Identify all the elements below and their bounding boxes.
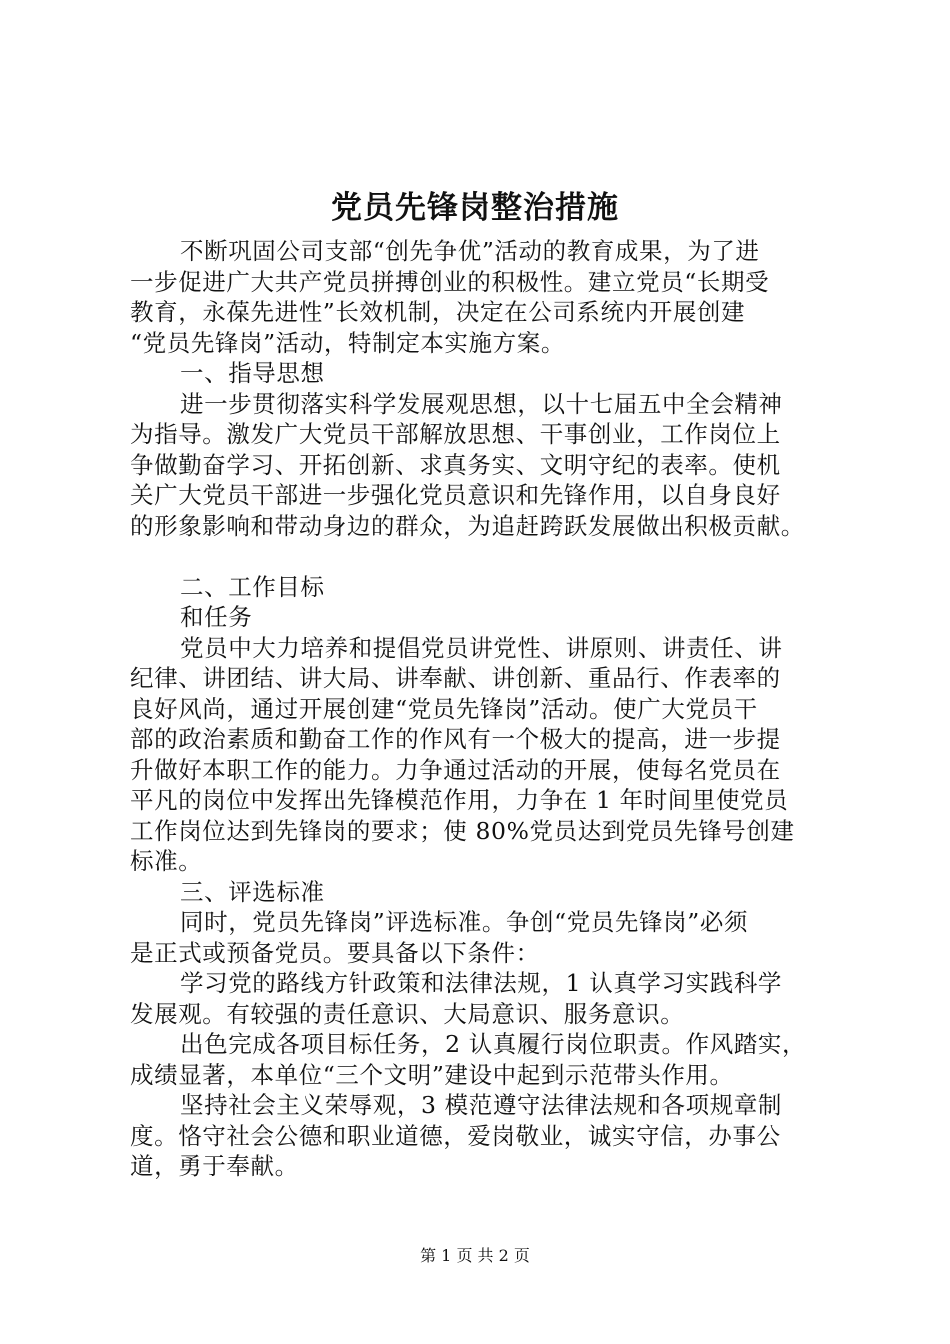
text-line: 争做勤奋学习、开拓创新、求真务实、文明守纪的表率。使机 xyxy=(130,450,781,479)
text-line: 平凡的岗位中发挥出先锋模范作用，力争在 1 年时间里使党员 xyxy=(130,786,789,814)
text-line: 关广大党员干部进一步强化党员意识和先锋作用，以自身良好 xyxy=(130,481,781,509)
text-line: 发展观。有较强的责任意识、大局意识、服务意识。 xyxy=(130,999,685,1028)
text-line: 度。恪守社会公德和职业道德，爱岗敬业，诚实守信，办事公 xyxy=(130,1121,781,1150)
text-line: 标准。 xyxy=(130,847,203,875)
text-line: “党员先锋岗”活动，特制定本实施方案。 xyxy=(130,328,565,357)
document-body xyxy=(130,236,838,1182)
text-line: 一步促进广大共产党员拼搏创业的积极性。建立党员“长期受 xyxy=(130,267,770,296)
text-line: 良好风尚，通过开展创建“党员先锋岗”活动。使广大党员干 xyxy=(130,694,758,723)
text-line: 一、指导思想 xyxy=(180,359,325,387)
blank-line xyxy=(130,541,838,572)
text-line: 成绩显著，本单位“三个文明”建设中起到示范带头作用。 xyxy=(130,1060,734,1089)
text-line: 学习党的路线方针政策和法律法规，1 认真学习实践科学 xyxy=(180,969,783,997)
text-line: 的形象影响和带动身边的群众，为追赶跨跃发展做出积极贡献。 xyxy=(130,511,805,540)
text-line: 和任务 xyxy=(180,603,253,631)
text-line: 工作岗位达到先锋岗的要求；使 80%党员达到党员先锋号创建 xyxy=(130,816,795,845)
page-footer: 第 1 页 共 2 页 xyxy=(420,1246,530,1265)
text-line: 部的政治素质和勤奋工作的作风有一个极大的提高，进一步提 xyxy=(130,725,781,753)
document-title: 党员先锋岗整治措施 xyxy=(331,190,619,226)
text-line: 三、评选标准 xyxy=(180,877,325,906)
text-line: 同时，党员先锋岗”评选标准。争创“党员先锋岗”必须 xyxy=(180,908,749,936)
text-line: 道，勇于奉献。 xyxy=(130,1152,299,1180)
text-line: 教育，永葆先进性”长效机制，决定在公司系统内开展创建 xyxy=(130,298,746,326)
text-line: 坚持社会主义荣辱观，3 模范遵守法律法规和各项规章制 xyxy=(180,1091,783,1119)
text-line: 党员中大力培养和提倡党员讲党性、讲原则、讲责任、讲 xyxy=(180,633,783,662)
text-line: 为指导。激发广大党员干部解放思想、干事创业，工作岗位上 xyxy=(130,420,781,448)
text-line: 升做好本职工作的能力。力争通过活动的开展，使每名党员在 xyxy=(130,755,781,784)
text-line: 纪律、讲团结、讲大局、讲奉献、讲创新、重品行、作表率的 xyxy=(130,664,781,692)
text-line: 不断巩固公司支部“创先争优”活动的教育成果，为了进 xyxy=(180,237,760,265)
text-line: 出色完成各项目标任务，2 认真履行岗位职责。作风踏实， xyxy=(180,1030,807,1058)
text-line: 是正式或预备党员。要具备以下条件： xyxy=(130,938,540,967)
text-line: 二、工作目标 xyxy=(180,572,325,601)
text-line: 进一步贯彻落实科学发展观思想，以十七届五中全会精神 xyxy=(180,389,783,418)
